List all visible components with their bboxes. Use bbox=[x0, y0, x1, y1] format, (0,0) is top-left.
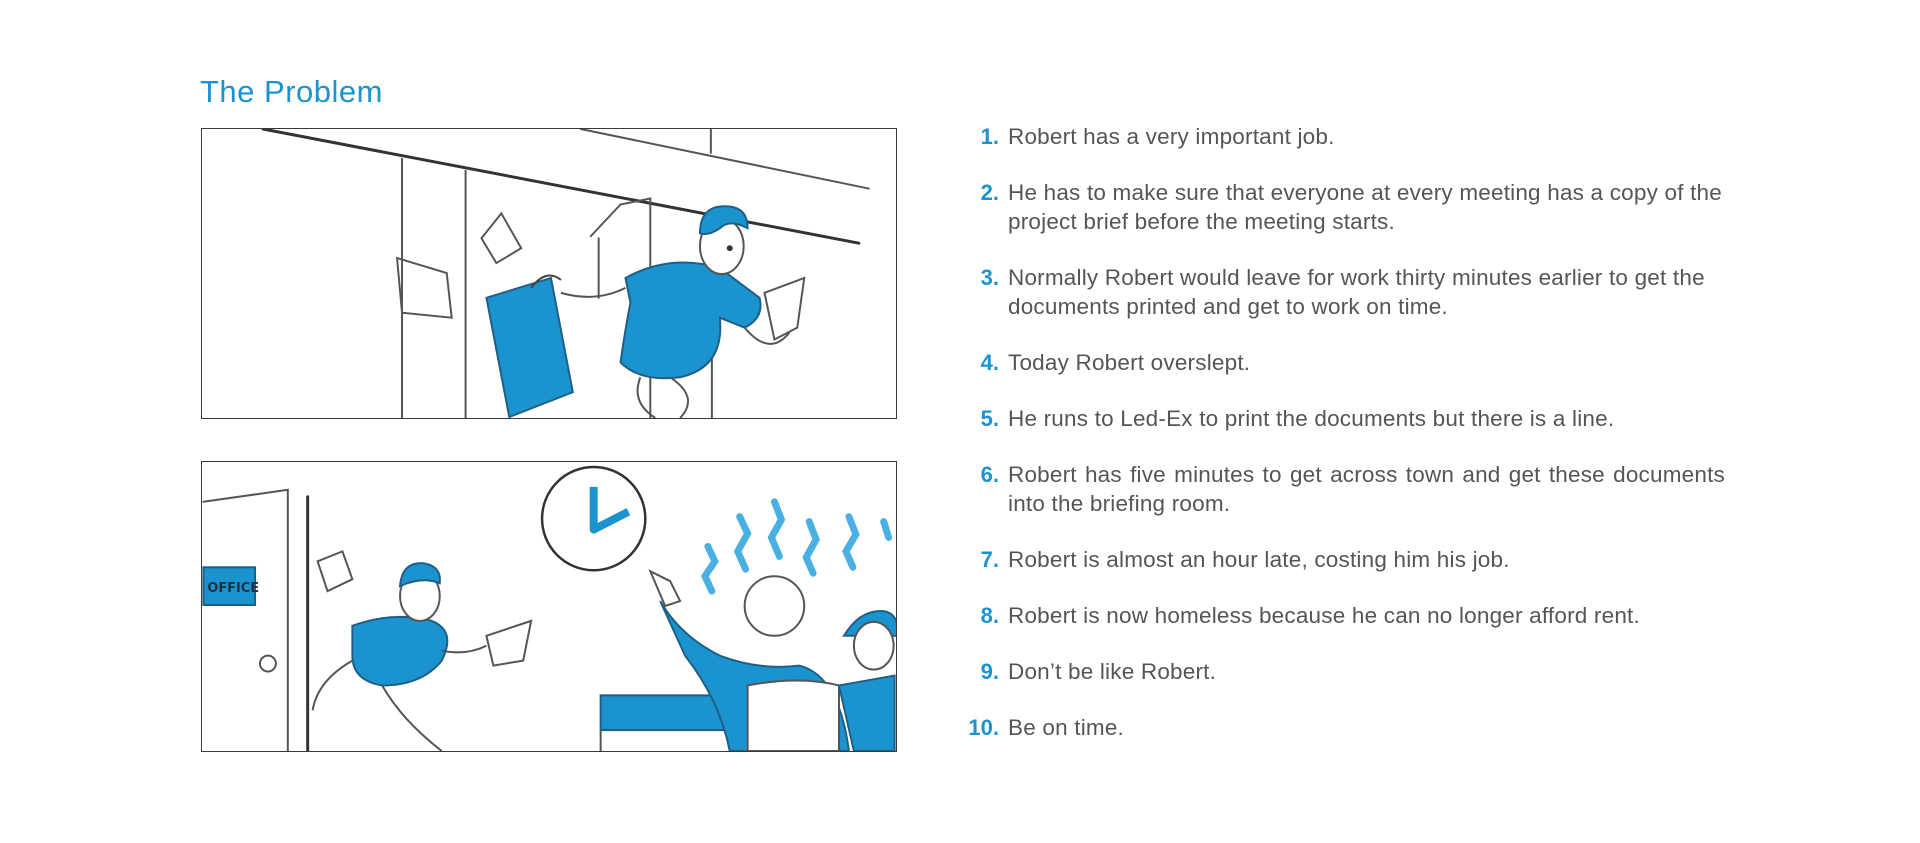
step-number: 1. bbox=[980, 124, 999, 149]
svg-text:OFFICE: OFFICE bbox=[207, 581, 260, 597]
step-number: 4. bbox=[980, 350, 999, 375]
list-item bbox=[955, 713, 1725, 742]
step-number: 9. bbox=[980, 659, 999, 684]
anger-marks-icon bbox=[705, 502, 889, 591]
list-item bbox=[955, 545, 1725, 574]
robert-figure bbox=[561, 206, 804, 418]
step-text: Robert has five minutes to get across town and get these documents into the briefing room. bbox=[1008, 462, 1725, 516]
step-text: Robert is now homeless because he can no longer afford rent. bbox=[1008, 603, 1640, 628]
briefcase-icon bbox=[486, 275, 572, 417]
list-item bbox=[955, 404, 1725, 433]
robert-figure bbox=[313, 563, 531, 751]
step-text: He has to make sure that everyone at every meeting has a copy of the project brief before the meeting starts. bbox=[1008, 180, 1722, 234]
story-steps-list bbox=[955, 122, 1725, 769]
step-number: 8. bbox=[980, 603, 999, 628]
list-item bbox=[955, 460, 1725, 518]
clock-icon bbox=[542, 467, 645, 570]
list-item bbox=[955, 601, 1725, 630]
list-item bbox=[955, 178, 1725, 236]
colleague-figure bbox=[839, 611, 896, 751]
step-number: 6. bbox=[980, 462, 999, 487]
step-number: 3. bbox=[980, 265, 999, 290]
list-item bbox=[955, 122, 1725, 151]
storyboard-panel-meeting bbox=[201, 461, 897, 752]
step-text: Be on time. bbox=[1008, 715, 1125, 740]
step-text: Normally Robert would leave for work thirty minutes earlier to get the documents printed and get to work on time. bbox=[1008, 265, 1705, 319]
meeting-illustration bbox=[202, 462, 896, 751]
list-item bbox=[955, 263, 1725, 321]
page-title: The Problem bbox=[200, 74, 383, 109]
step-text: Robert is almost an hour late, costing him his job. bbox=[1008, 547, 1510, 572]
step-text: Don’t be like Robert. bbox=[1008, 659, 1217, 684]
list-item bbox=[955, 348, 1725, 377]
list-item bbox=[955, 657, 1725, 686]
step-number: 2. bbox=[980, 180, 999, 205]
step-text: Robert has a very important job. bbox=[1008, 124, 1335, 149]
storyboard-panel-running bbox=[201, 128, 897, 419]
office-sign bbox=[203, 567, 259, 605]
step-text: Today Robert overslept. bbox=[1008, 350, 1251, 375]
step-number: 5. bbox=[980, 406, 999, 431]
step-number: 7. bbox=[980, 547, 999, 572]
step-number: 10. bbox=[968, 715, 999, 740]
step-text: He runs to Led-Ex to print the documents but there is a line. bbox=[1008, 406, 1615, 431]
running-illustration bbox=[202, 129, 896, 418]
